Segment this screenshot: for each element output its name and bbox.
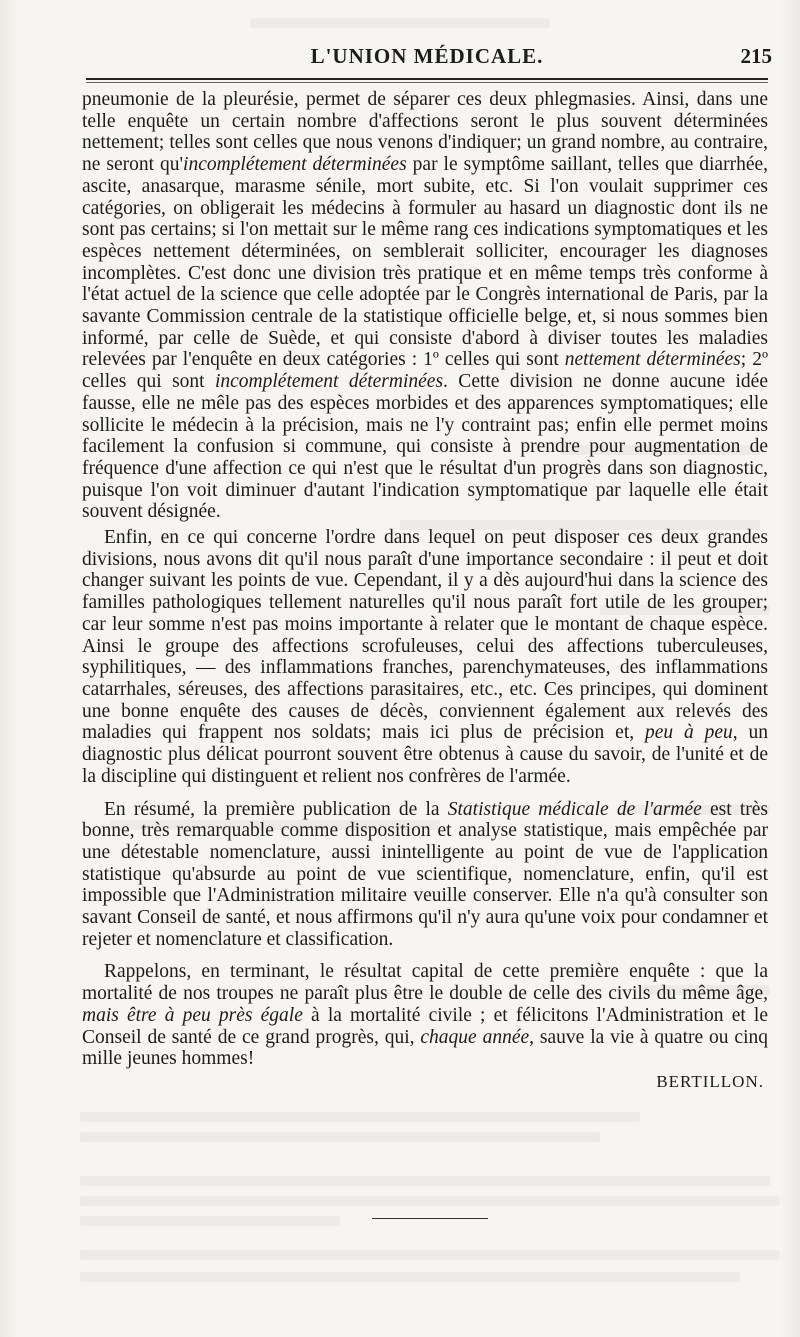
paragraph-ordre-divisions — [82, 527, 768, 787]
italic-run: Statistique médicale de l'armée — [447, 798, 702, 820]
paragraph-conclusion — [82, 961, 768, 1070]
text-run: . Cette division ne donne aucune idée fausse, elle ne mêle pas des espèces morbides et des apparences symptomatiques; elle sollicite le médecin à la précision, mais ne l'y contraint pas; enfin elle permet moins facilement la confusion si commune, qui consiste à prendre pour augmentation de fréquence d'une affection ce qui n'est que le résultat d'un progrès dans son diagnostic, puisque l'on voit diminuer d'autant l'indication symptomatique par laquelle elle était souvent désignée. — [82, 371, 768, 523]
italic-run: peu à peu — [644, 722, 733, 744]
text-run: , un diagnostic plus délicat pourront souvent être obtenus à cause du savoir, de l'unité et de la discipline qui distinguent et relient nos confrères de l'armée. — [82, 722, 768, 787]
header-rule — [86, 78, 768, 83]
text-run: Rappelons, en terminant, le résultat capital de cette première enquête : que la mortalité de nos troupes ne paraît plus être le double de celle des civils du même âge, — [82, 961, 768, 1005]
page-number: 215 — [740, 44, 772, 68]
text-run: à la mortalité civile ; et félicitons l'Administration et le Conseil de santé de ce grand progrès, qui, — [82, 1004, 768, 1048]
text-run: En résumé, la première publication de la — [104, 798, 448, 820]
author-signature: BERTILLON. — [656, 1071, 764, 1091]
italic-run: mais être à peu près égale — [82, 1004, 303, 1026]
article-body — [82, 89, 768, 1092]
text-run: ; 2º celles qui sont — [82, 349, 768, 393]
italic-run: incomplétement déterminées — [183, 154, 407, 176]
text-run: est très bonne, très remarquable comme disposition et analyse statistique, mais empêchée par une détestable nomenclature, aussi inintelligente au point de vue de l'application statistique qu'absurde au point de vue scientifique, nomenclature, enfin, qu'il est impossible que l'Administration militaire veuille conserver. Elle n'a qu'à consulter son savant Conseil de santé, et nous affirmons qu'il n'y aura qu'une voix pour condamner et rejeter et nomenclature et classification. — [82, 798, 768, 950]
text-run: par le symptôme saillant, telles que diarrhée, ascite, anasarque, marasme sénile, mort subite, etc. Si l'on voulait supprimer ces catégories, on obligerait les médecins à formuler au hasard un diagnostic dont ils ne sont pas certains; si l'on mettait sur le même rang ces indications symptomatiques et les espèces nettement déterminées, on semblerait solliciter, encourager les diagnoses incomplètes. C'est donc une division très pratique et en même temps très conforme à l'état actuel de la science que celle adoptée par le Congrès international de Paris, par la savante Commission centrale de la statistique officielle belge, et, si nous sommes bien informé, par celle de Suède, et qui consiste d'abord à diviser toutes les maladies relevées par l'enquête en deux catégories : 1º celles qui sont — [82, 154, 768, 371]
footer-rule — [372, 1218, 488, 1219]
paragraph-resume — [82, 799, 768, 951]
running-title: L'UNION MÉDICALE. — [310, 44, 544, 68]
paragraph-classification — [82, 89, 768, 523]
text-run: , sauve la vie à quatre ou cinq mille jeunes hommes! — [82, 1026, 768, 1070]
text-run: Enfin, en ce qui concerne l'ordre dans lequel on peut disposer ces deux grandes divisions, nous avons dit qu'il nous paraît d'une importance secondaire : il peut et doit changer suivant les points de vue. Cependant, il y a dès aujourd'hui dans la science des familles pathologiques tellement naturelles qu'il nous paraît fort utile de les grouper; car leur somme n'est pas moins importante à relater que le montant de chaque espèce. Ainsi le groupe des affections scrofuleuses, celui des affections tuberculeuses, syphilitiques, — des inflammations franches, parenchymateuses, des inflammations catarrhales, séreuses, des affections parasitaires, etc., etc. Ces principes, qui dominent une bonne enquête des causes de décès, conviennent également aux relevés des maladies qui frappent nos soldats; mais ici plus de précision et, — [82, 527, 768, 744]
italic-run: nettement déterminées — [564, 349, 741, 371]
text-run: pneumonie de la pleurésie, permet de séparer ces deux phlegmasies. Ainsi, dans une telle enquête un certain nombre d'affections seront le plus souvent déterminées nettement; telles sont celles que nous venons d'indiquer; un grand nombre, au contraire, ne seront qu' — [82, 89, 768, 176]
italic-run: chaque année — [420, 1026, 530, 1048]
italic-run: incomplétement déterminées — [214, 371, 444, 393]
page-header — [82, 44, 772, 74]
